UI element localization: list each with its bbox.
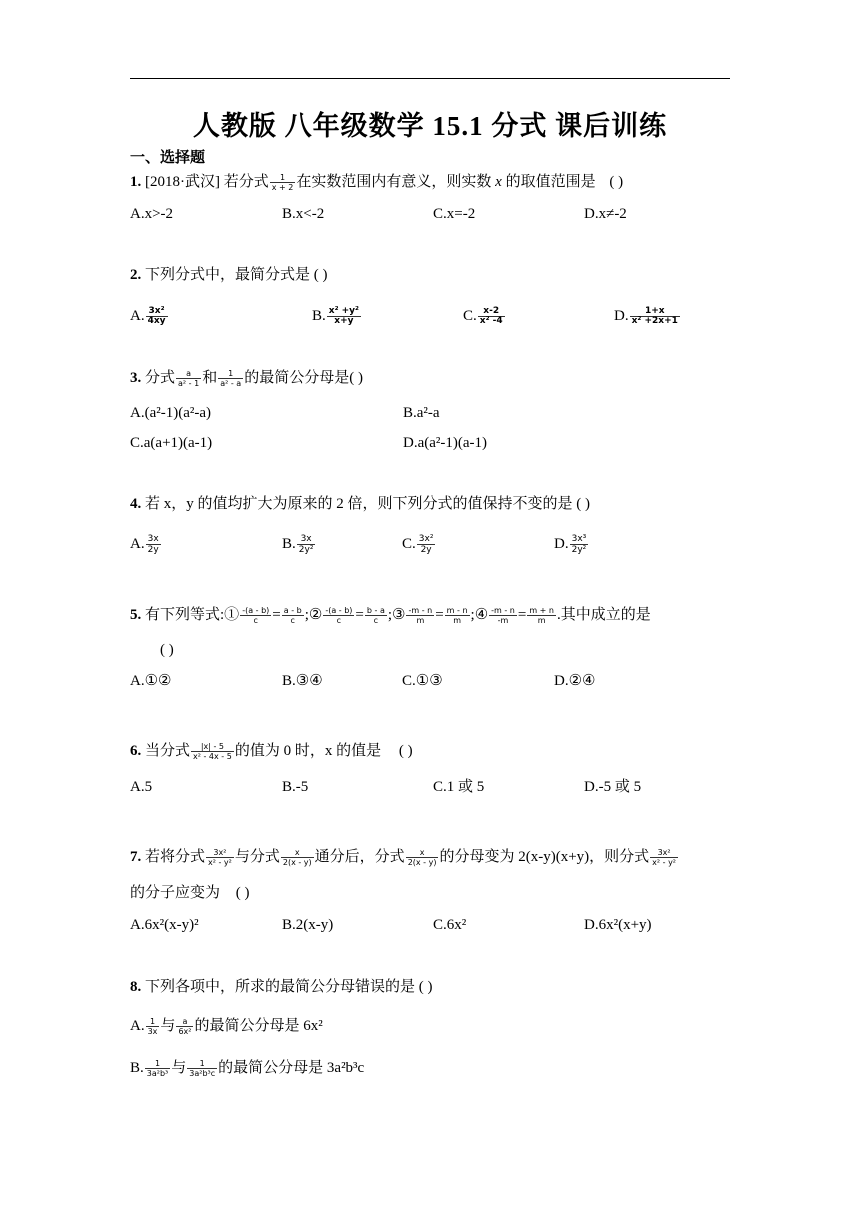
- q8-option-a-label: A.: [130, 1018, 145, 1034]
- q6-frac-denominator: x² - 4x - 5: [193, 752, 232, 762]
- q2-option-a: [130, 306, 169, 326]
- q1-number: 1.: [130, 174, 142, 190]
- q8-a-f1-denominator: 3x: [147, 1027, 158, 1037]
- q5-bracket: ( ): [160, 642, 174, 658]
- q3-fraction-1: [176, 369, 201, 388]
- q8-b-mid: 与: [171, 1060, 187, 1076]
- q2-option-b-fraction: [327, 307, 361, 326]
- q2-option-b-label: B.: [312, 308, 326, 324]
- q2-c-denominator: x² -4: [479, 316, 503, 327]
- q2-a-numerator: 3x²: [146, 307, 168, 317]
- q4-d-numerator: 3x³: [571, 534, 587, 545]
- q4-option-b: [282, 534, 316, 555]
- q5-item-1-left-denominator: c: [253, 616, 258, 626]
- q8-b-f2-denominator: 3a²b³c: [189, 1069, 216, 1079]
- page-title: 人教版 八年级数学 15.1 分式 课后训练: [192, 111, 668, 141]
- q5-item-1-left-fraction: [240, 606, 271, 625]
- q5-item-3: ③ $\frac{-m - n}{m}$ = $\frac{m - n}{m}$ ;: [392, 606, 475, 626]
- q2-bracket: ( ): [313, 267, 328, 283]
- q8-b-fraction-1: [145, 1059, 170, 1078]
- q2-option-c-fraction: [478, 307, 505, 326]
- q4-text: 若 x，y 的值均扩大为原来的 2 倍，则下列分式的值保持不变的是: [145, 496, 573, 512]
- q7-bracket: ( ): [235, 885, 250, 901]
- q2-option-b: [312, 306, 362, 326]
- q1-var: x: [495, 174, 502, 190]
- q8-a-fraction-1: [146, 1017, 160, 1036]
- q8-option-b: [130, 1058, 364, 1078]
- q4-option-a-fraction: [146, 534, 161, 555]
- q5-item-4-left-numerator: -m - n: [491, 606, 515, 616]
- q7-fraction-4: [650, 848, 678, 867]
- q8-option-b-label: B.: [130, 1060, 144, 1076]
- q5-item-2-right-numerator: b - a: [366, 606, 385, 616]
- q8-b-fraction-2: [187, 1059, 217, 1078]
- q6-bracket: ( ): [398, 743, 413, 759]
- q1-option-d: D.x≠-2: [584, 206, 627, 222]
- q4-option-b-label: B.: [282, 536, 296, 552]
- question-6: [130, 741, 413, 761]
- q3-post: 的最简公分母是: [244, 370, 350, 386]
- question-4: [130, 494, 590, 514]
- question-8: [130, 977, 433, 997]
- q7-line-2: [130, 883, 250, 903]
- q2-number: 2.: [130, 267, 142, 283]
- q2-option-d-fraction: [630, 307, 680, 326]
- q1-frac-numerator: 1: [270, 173, 296, 183]
- q1-frac-denominator: x + 2: [271, 183, 294, 193]
- q3-f2-numerator: 1: [218, 369, 243, 379]
- q8-b-f2-numerator: 1: [187, 1059, 217, 1069]
- q5-number: 5.: [130, 607, 142, 623]
- q3-bracket: ( ): [349, 370, 363, 386]
- q5-item-4-right-fraction: [527, 606, 556, 625]
- q5-option-b: B.③④: [282, 673, 323, 689]
- section-heading: 一、选择题: [130, 150, 206, 166]
- q8-option-a: [130, 1016, 323, 1036]
- q1-pre: 若分式: [223, 174, 269, 190]
- q5-option-c: C.①③: [402, 673, 443, 689]
- q4-c-numerator: 3x²: [418, 534, 434, 545]
- q8-a-f1-numerator: 1: [146, 1017, 160, 1027]
- q2-option-c-label: C.: [463, 308, 477, 324]
- q5-item-4-left-denominator: -m: [497, 616, 509, 626]
- q7-f4-denominator: x² - y²: [652, 858, 677, 868]
- q2-option-d-label: D.: [614, 308, 629, 324]
- q6-fraction: [191, 742, 234, 761]
- q8-a-f2-numerator: a: [176, 1017, 193, 1027]
- q1-bracket: ( ): [609, 174, 624, 190]
- q8-bracket: ( ): [418, 979, 433, 995]
- question-7: [130, 847, 679, 867]
- q5-item-4-mark: ④: [474, 607, 489, 623]
- q4-option-b-fraction: [297, 534, 316, 555]
- q3-f2-denominator: a² - a: [220, 379, 242, 389]
- q7-mid: 与分式: [234, 849, 280, 865]
- q7-pre: 若将分式: [145, 849, 206, 865]
- q7-fraction-2: [281, 848, 314, 867]
- q5-item-2-left-fraction: [323, 606, 354, 625]
- q5-item-3-left-numerator: -m - n: [408, 606, 433, 616]
- q4-option-c-label: C.: [402, 536, 416, 552]
- q5-item-3-left-denominator: m: [416, 616, 425, 626]
- q5-item-1-mark: ①: [224, 607, 240, 623]
- q4-c-denominator: 2y: [420, 545, 432, 556]
- q4-option-d-label: D.: [554, 536, 569, 552]
- q3-option-c: C.a(a+1)(a-1): [130, 435, 213, 451]
- q5-item-3-right-fraction: [445, 606, 470, 625]
- q3-pre: 分式: [145, 370, 176, 386]
- question-1: [130, 172, 623, 192]
- q4-number: 4.: [130, 496, 142, 512]
- q6-post: 的值为 0 时，x 的值是: [234, 743, 382, 759]
- q3-f1-denominator: a² - 1: [178, 379, 200, 389]
- q2-b-denominator: x+y: [334, 316, 354, 327]
- q8-number: 8.: [130, 979, 142, 995]
- q6-option-c: C.1 或 5: [433, 779, 485, 795]
- q7-fraction-3: [406, 848, 439, 867]
- q2-text: 下列分式中，最简分式是: [145, 267, 311, 283]
- q6-number: 6.: [130, 743, 142, 759]
- q3-option-d: D.a(a²-1)(a-1): [403, 435, 488, 451]
- q5-item-4-right-numerator: m + n: [529, 606, 554, 616]
- q5-item-4-left-fraction: [489, 606, 517, 625]
- q1-option-c: C.x=-2: [433, 206, 476, 222]
- q7-mid3: 的分母变为 2(x-y)(x+y)，则分式: [439, 849, 650, 865]
- q3-f1-numerator: a: [176, 369, 201, 379]
- q5-item-2-right-denominator: c: [373, 616, 379, 626]
- q1-post2: 的取值范围是: [505, 174, 596, 190]
- q7-f4-numerator: 3x²: [650, 848, 678, 858]
- q5-post: .其中成立的是: [557, 607, 651, 623]
- q8-a-post: 的最简公分母是 6x²: [194, 1018, 323, 1034]
- q7-option-b: B.2(x-y): [282, 917, 334, 933]
- q8-a-f2-denominator: 6x²: [178, 1027, 192, 1037]
- q1-post: 在实数范围内有意义，则实数: [296, 174, 492, 190]
- question-2: [130, 265, 328, 285]
- q3-number: 3.: [130, 370, 142, 386]
- q1-option-a: A.x>-2: [130, 206, 174, 222]
- q2-option-d: [614, 306, 681, 326]
- q3-fraction-2: [218, 369, 243, 388]
- q2-a-denominator: 4xy: [147, 316, 166, 327]
- q8-b-f1-denominator: 3a²b³: [146, 1069, 169, 1079]
- q5-item-3-mark: ③: [392, 607, 406, 623]
- q4-b-numerator: 3x: [297, 534, 316, 545]
- q7-f2-numerator: x: [281, 848, 314, 858]
- q5-item-2-right-fraction: [365, 606, 387, 625]
- q8-a-mid: 与: [160, 1018, 176, 1034]
- header-rule: [130, 78, 730, 79]
- q5-item-4: ④ $\frac{-m - n}{-m}$ = $\frac{m + n}{m}$: [474, 606, 554, 626]
- q5-item-2-left-denominator: c: [336, 616, 342, 626]
- q5-item-1-right-fraction: [282, 606, 304, 625]
- q2-option-a-label: A.: [130, 308, 145, 324]
- q6-option-b: B.-5: [282, 779, 309, 795]
- q4-option-d-fraction: [570, 534, 589, 555]
- q7-number: 7.: [130, 849, 142, 865]
- q8-a-fraction-2: [176, 1017, 193, 1036]
- q7-option-a: A.6x²(x-y)²: [130, 917, 199, 933]
- q8-text: 下列各项中，所求的最简公分母错误的是: [145, 979, 416, 995]
- q7-f3-numerator: x: [406, 848, 439, 858]
- q2-option-a-fraction: [146, 307, 168, 326]
- q7-f1-numerator: 3x²: [206, 848, 234, 858]
- q6-option-d: D.-5 或 5: [584, 779, 642, 795]
- q4-option-c: [402, 534, 436, 555]
- q4-option-c-fraction: [417, 534, 436, 555]
- q7-option-c: C.6x²: [433, 917, 467, 933]
- q5-item-1-right-numerator: a - b: [283, 606, 302, 616]
- q7-line2-text: 的分子应变为: [130, 885, 221, 901]
- q4-bracket: ( ): [576, 496, 591, 512]
- q6-frac-numerator: |x| - 5: [191, 742, 234, 752]
- q4-option-a: [130, 534, 162, 555]
- q5-item-4-right-denominator: m: [537, 616, 546, 626]
- q1-fraction: [270, 173, 296, 192]
- q8-b-f1-numerator: 1: [145, 1059, 170, 1069]
- q5-item-3-right-numerator: m - n: [446, 606, 468, 616]
- q3-option-b: B.a²-a: [403, 405, 440, 421]
- q1-source: [2018·武汉]: [145, 174, 220, 190]
- q7-f3-denominator: 2(x - y): [407, 858, 437, 868]
- q4-d-denominator: 2y²: [571, 545, 587, 556]
- q5-item-1-left-numerator: -(a - b): [242, 606, 270, 616]
- q4-option-a-label: A.: [130, 536, 145, 552]
- q4-a-numerator: 3x: [147, 534, 159, 545]
- q5-item-1-right-denominator: c: [290, 616, 295, 626]
- q5-item-2: ② $\frac{-(a - b)}{c}$ = $\frac{b - a}{c}$ ;: [308, 606, 393, 626]
- q2-d-numerator: 1+x: [630, 307, 680, 317]
- q7-f1-denominator: x² - y²: [208, 858, 232, 868]
- q5-option-d: D.②④: [554, 673, 596, 689]
- q4-option-d: [554, 534, 589, 555]
- q5-item-2-left-numerator: -(a - b): [325, 606, 353, 616]
- q8-b-post: 的最简公分母是 3a²b³c: [218, 1060, 365, 1076]
- q6-pre: 当分式: [145, 743, 191, 759]
- question-3: [130, 368, 363, 388]
- q5-option-a: A.①②: [130, 673, 172, 689]
- q4-a-denominator: 2y: [147, 545, 159, 556]
- q5-item-1: ① $\frac{-(a - b)}{c}$ = $\frac{a - b}{c}$ ;: [224, 606, 309, 626]
- q2-b-numerator: x² +y²: [328, 306, 359, 317]
- q5-pre: 有下列等式:: [145, 607, 225, 623]
- q5-item-3-left-fraction: [406, 606, 434, 625]
- q3-mid: 和: [202, 370, 218, 386]
- q6-option-a: A.5: [130, 779, 153, 795]
- q2-c-numerator: x-2: [478, 307, 505, 317]
- q1-option-b: B.x<-2: [282, 206, 325, 222]
- q3-option-a: A.(a²-1)(a²-a): [130, 405, 212, 421]
- q7-option-d: D.6x²(x+y): [584, 917, 652, 933]
- q2-d-denominator: x² +2x+1: [631, 316, 678, 327]
- q2-option-c: [463, 306, 506, 326]
- q7-fraction-1: [206, 848, 234, 867]
- q7-f2-denominator: 2(x - y): [282, 858, 312, 868]
- q5-item-3-sep: ;: [470, 607, 475, 623]
- q5-item-1-sep: ;: [304, 607, 309, 623]
- q5-item-3-right-denominator: m: [453, 616, 461, 626]
- q4-b-denominator: 2y²: [298, 545, 314, 556]
- q5-item-2-mark: ②: [308, 607, 323, 623]
- q5-item-2-sep: ;: [387, 607, 393, 623]
- q7-mid2: 通分后，分式: [314, 849, 405, 865]
- question-5: [130, 605, 651, 625]
